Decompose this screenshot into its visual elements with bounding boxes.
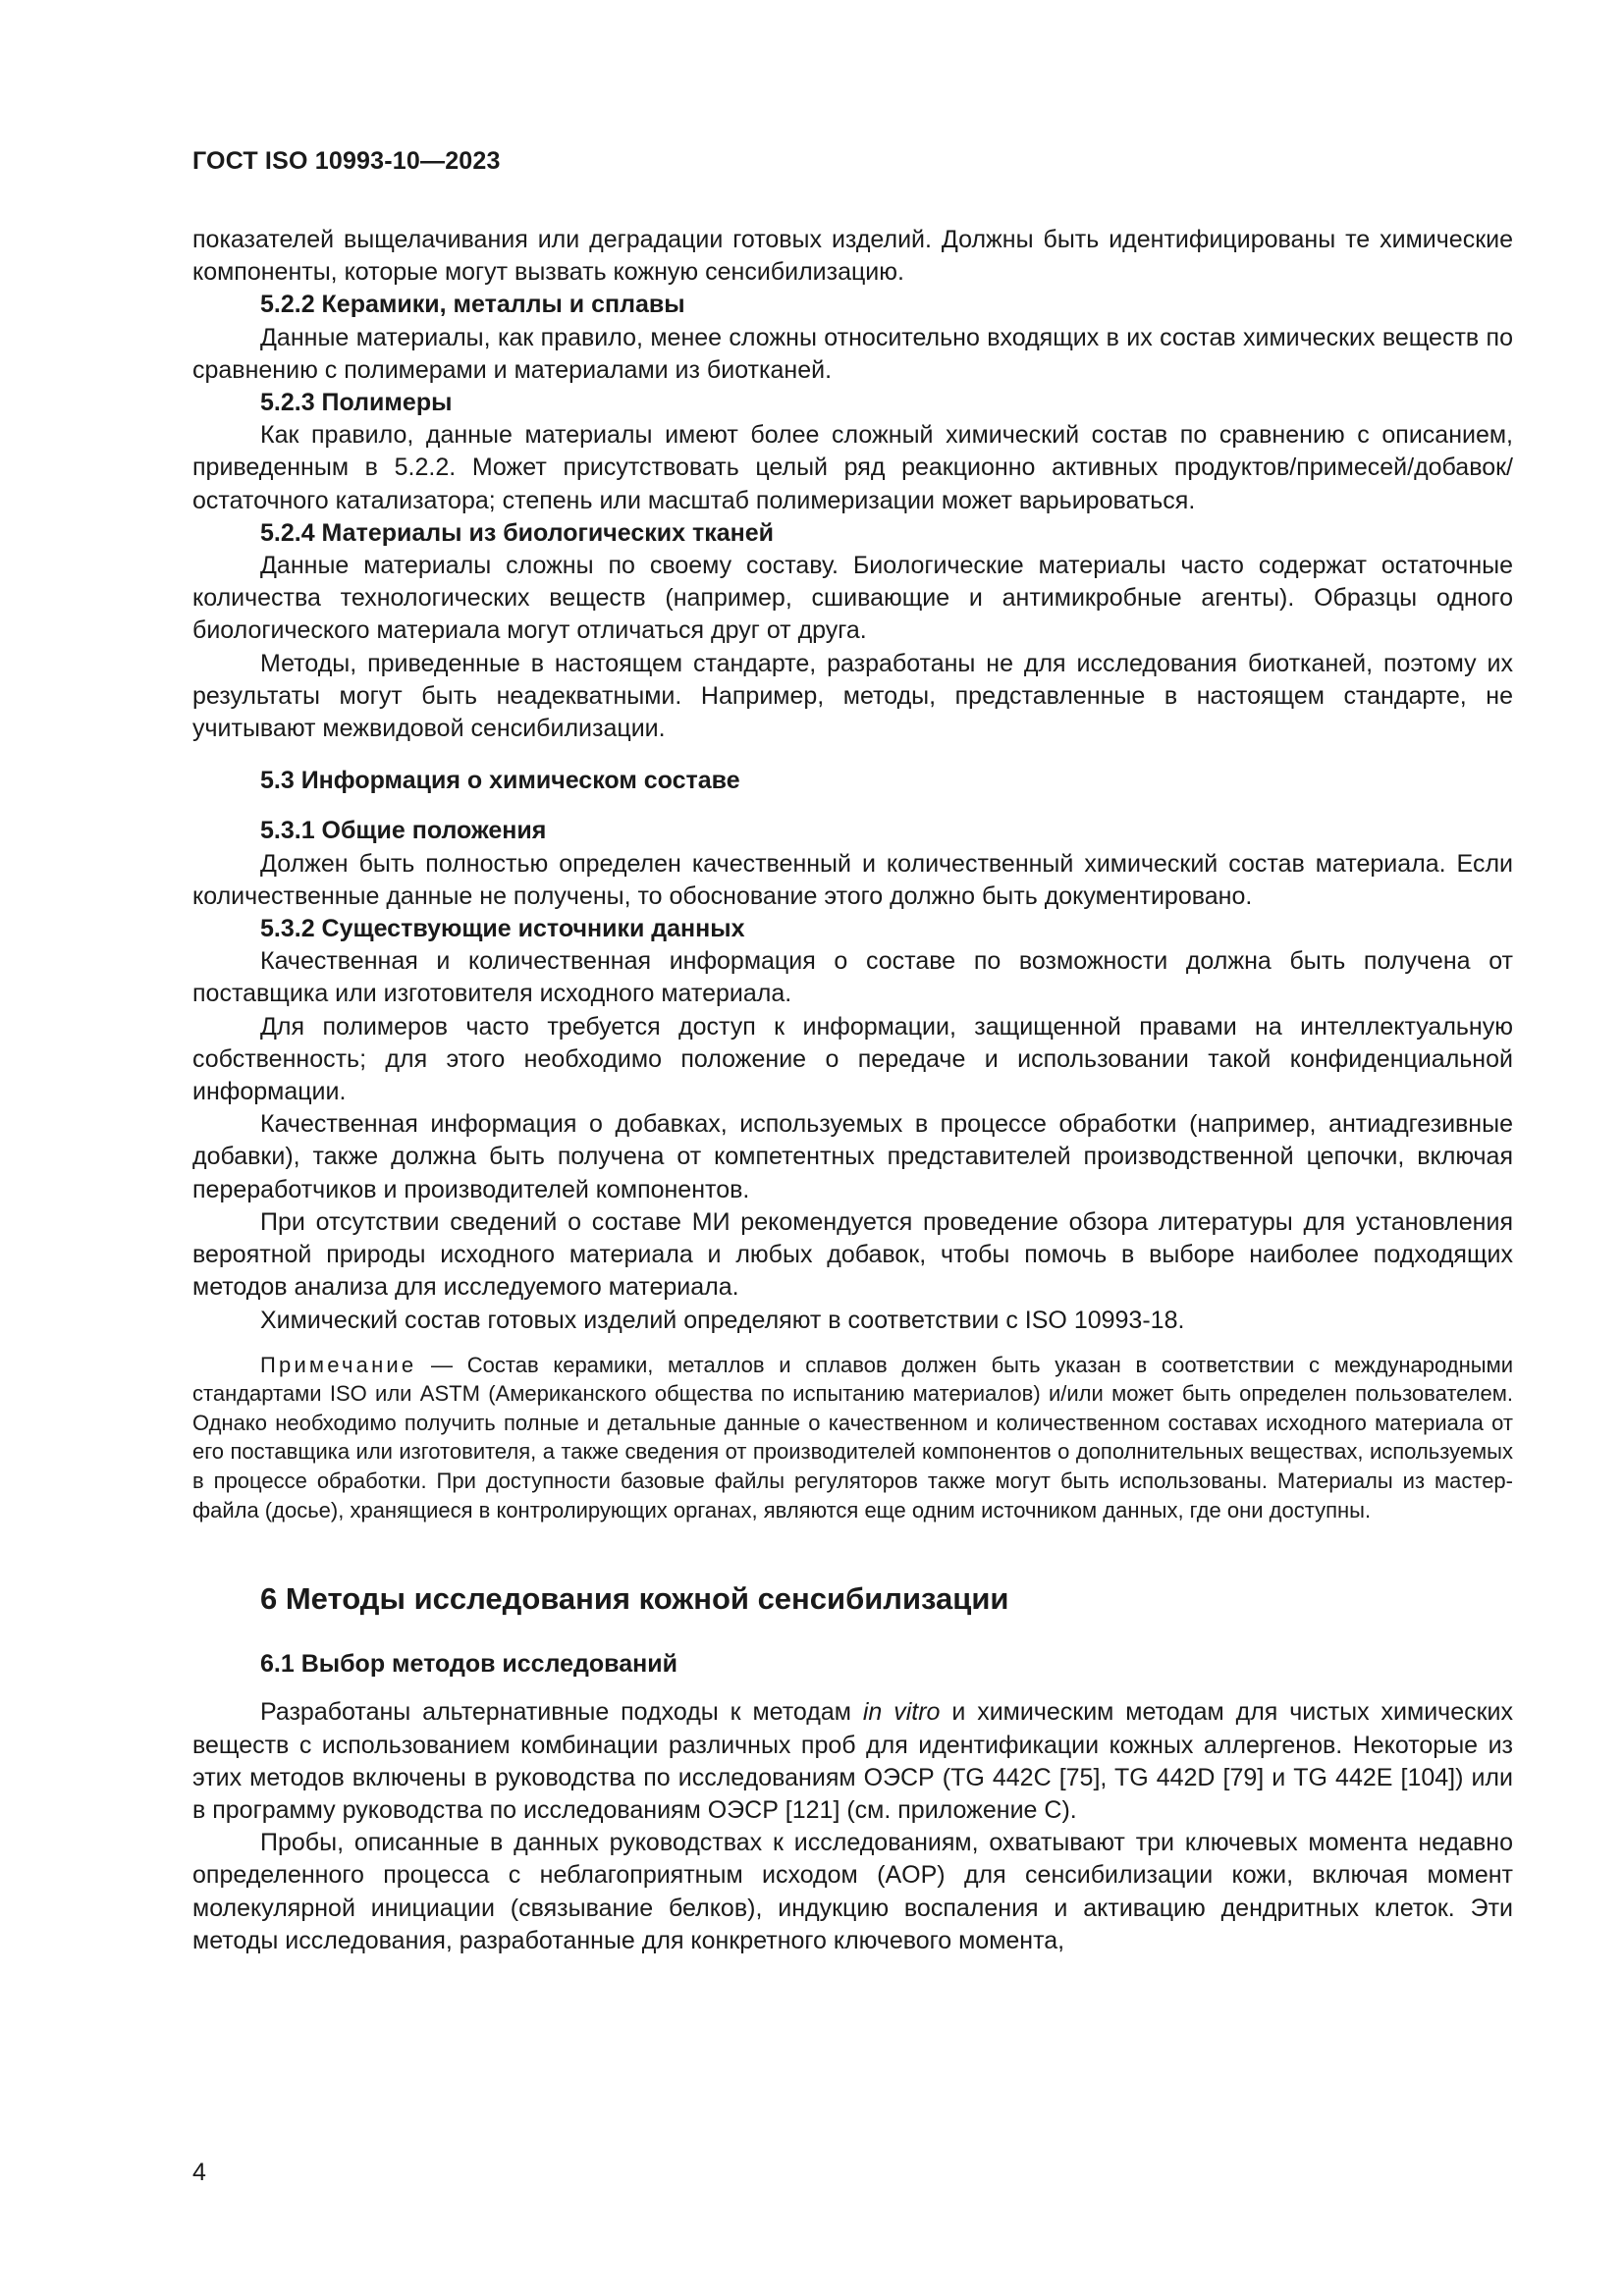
paragraph-5-2-2: Данные материалы, как правило, менее сложны относительно входящих в их состав химических веществ по сравнению с полимерами и материалами из биотканей. [192,323,1513,384]
heading-5-3-1: 5.3.1 Общие положения [260,817,547,845]
paragraph-6-1-a-start: Разработаны альтернативные подходы к методам [260,1698,863,1727]
paragraph-5-3-2-e: Химический состав готовых изделий определяют в соответствии с ISO 10993-18. [260,1306,1185,1334]
paragraph-6-1-a-end: и химическим методам для чистых химических веществ с использованием комбинации различных проб для идентификации кожных аллергенов. Некоторые из этих методов включены в руководства по исследованиям ОЭСР (TG 442C [75], TG 442D [79] и TG 442E [104]) или в программу руководства по исследованиям ОЭСР [121] (см. приложение C). [192,1698,1513,1825]
paragraph-5-3-2-a: Качественная и количественная информация о составе по возможности должна быть получена от поставщика или изготовителя исходного материала. [192,947,1513,1008]
paragraph-6-1-b: Пробы, описанные в данных руководствах к исследованиям, охватывают три ключевых момента недавно определенного процесса с неблагоприятным исходом (AOP) для сенсибилизации кожи, включая момент молекулярной инициации (связывание белков), индукцию воспаления и активацию дендритных клеток. Эти методы исследования, разработанные для конкретного ключевого момента, [192,1829,1513,1954]
paragraph-5-3-2-b: Для полимеров часто требуется доступ к информации, защищенной правами на интеллектуальную собственность; для этого необходимо положение о передаче и использовании такой конфиденциальной информации. [192,1012,1513,1106]
in-vitro-term: in vitro [862,1698,941,1727]
paragraph-5-3-2-c: Качественная информация о добавках, используемых в процессе обработки (например, антиадгезивные добавки), также должна быть получена от компетентных представителей производственной цепочки, включая переработчиков и производителей компонентов. [192,1110,1513,1203]
page-number: 4 [192,2159,206,2186]
paragraph-6-1-a [192,1696,1513,1827]
document-body [192,224,1513,1957]
heading-6: 6 Методы исследования кожной сенсибилизации [260,1581,1009,1617]
note-block [192,1351,1513,1525]
heading-5-3: 5.3 Информация о химическом составе [260,767,740,795]
paragraph-5-3-2-d: При отсутствии сведений о составе МИ рекомендуется проведение обзора литературы для установления вероятной природы исходного материала и любых добавок, чтобы помочь в выборе наиболее подходящих методов анализа для исследуемого материала. [192,1207,1513,1302]
paragraph-5-2-4-b: Методы, приведенные в настоящем стандарте, разработаны не для исследования биотканей, поэтому их результаты могут быть неадекватными. Например, методы, представленные в настоящем стандарте, не учитывают межвидовой сенсибилизации. [192,649,1513,743]
paragraph-5-2-4-a: Данные материалы сложны по своему составу. Биологические материалы часто содержат остаточные количества технологических веществ (например, сшивающие и антимикробные агенты). Образцы одного биологического материала могут отличаться друг от друга. [192,552,1513,645]
paragraph-5-2-3: Как правило, данные материалы имеют более сложный химический состав по сравнению с описанием, приведенным в 5.2.2. Может присутствовать целый ряд реакционно активных продуктов/примесей/добавок/остаточного катализатора; степень или масштаб полимеризации может варьироваться. [192,421,1513,514]
heading-6-1: 6.1 Выбор методов исследований [260,1650,677,1679]
heading-5-3-2: 5.3.2 Существующие источники данных [260,915,745,943]
heading-5-2-2: 5.2.2 Керамики, металлы и сплавы [260,291,685,319]
paragraph-continuation: показателей выщелачивания или деградации готовых изделий. Должны быть идентифицированы те химические компоненты, которые могут вызвать кожную сенсибилизацию. [192,226,1513,287]
document-header-code: ГОСТ ISO 10993-10—2023 [192,147,501,175]
paragraph-5-3-1: Должен быть полностью определен качественный и количественный химический состав материала. Если количественные данные не получены, то обоснование этого должно быть документировано. [192,849,1513,910]
heading-5-2-3: 5.2.3 Полимеры [260,389,453,417]
note-label: Примечание [260,1352,417,1377]
note-text: — Состав керамики, металлов и сплавов должен быть указан в соответствии с международными стандартами ISO или ASTM (Американского общества по испытанию материалов) и/или может быть определен пользователем. Однако необходимо получить полные и детальные данные о качественном и количественном составах исходного материала от его поставщика или изготовителя, а также сведения от производителей компонентов о дополнительных веществах, используемых в процессе обработки. При доступности базовые файлы регуляторов также могут быть использованы. Материалы из мастер-файла (досье), хранящиеся в контролирующих органах, являются еще одним источником данных, где они доступны. [192,1352,1513,1522]
heading-5-2-4: 5.2.4 Материалы из биологических тканей [260,518,775,547]
